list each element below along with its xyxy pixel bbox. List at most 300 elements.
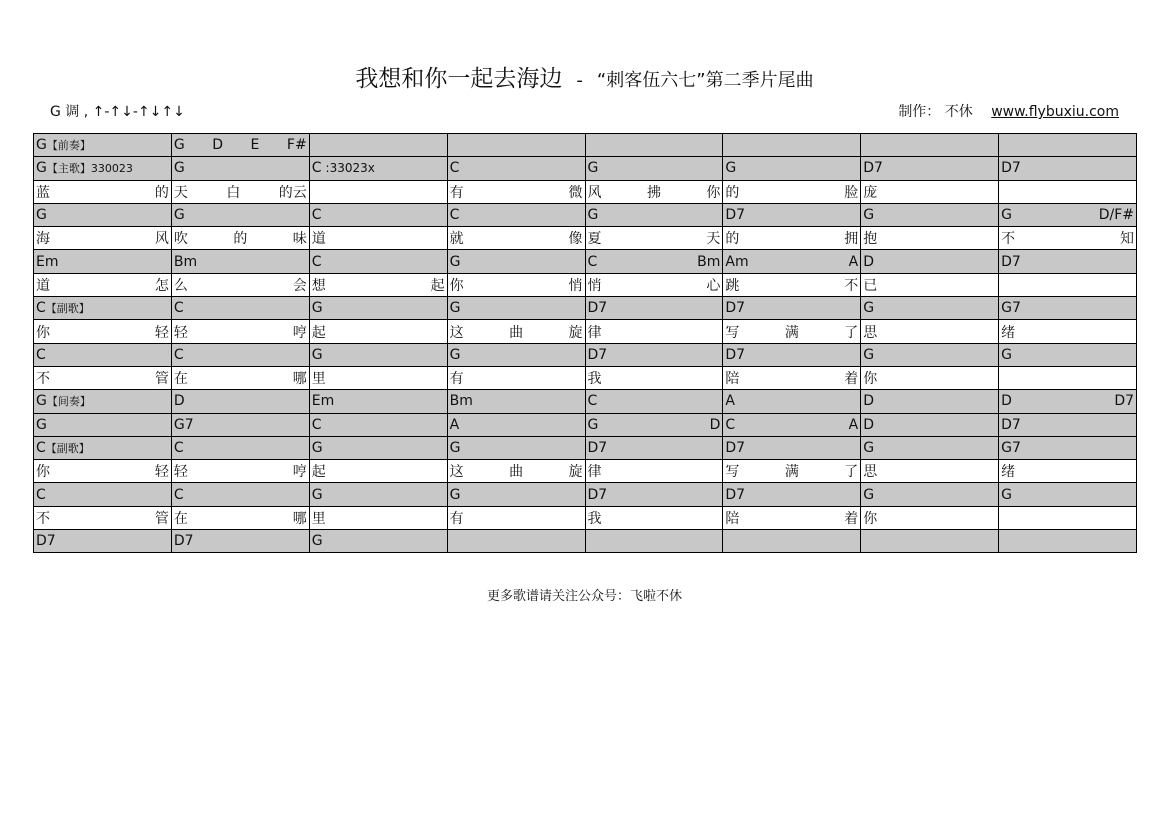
chord-symbol: Bm <box>697 253 721 270</box>
lyric-cell <box>999 273 1137 296</box>
lyric-char: 拥 <box>844 231 859 248</box>
key-strum-pattern: G 调 , ↑-↑↓-↑↓↑↓ <box>50 104 185 120</box>
chord-symbol: G <box>36 137 47 154</box>
chord-cell <box>585 436 723 459</box>
chord-cell <box>34 530 172 553</box>
lyric-char: 悄 <box>568 277 583 294</box>
chord-cell <box>309 157 447 180</box>
chord-cell <box>861 134 999 157</box>
lyric-char: 风 <box>154 231 169 248</box>
chord-cell <box>999 250 1137 273</box>
lyric-cell <box>585 273 723 296</box>
credit <box>898 101 1119 121</box>
chord-symbol: G <box>36 160 47 177</box>
chord-cell <box>447 436 585 459</box>
website-link[interactable]: www.flybuxiu.com <box>991 104 1119 120</box>
chord-row <box>34 436 1137 459</box>
chord-symbol: G <box>311 440 323 456</box>
chord-symbol: C <box>311 416 322 433</box>
chord-cell <box>171 250 309 273</box>
chord-cell <box>861 530 999 553</box>
lyric-cell <box>34 366 172 389</box>
chord-cell <box>309 483 447 506</box>
lyric-char: 你 <box>706 184 721 201</box>
chord-symbol: G <box>36 416 47 433</box>
lyric-char: 不 <box>36 371 50 388</box>
chord-symbol: G <box>311 346 323 363</box>
chord-symbol: G <box>1001 207 1012 224</box>
chord-cell <box>309 390 447 413</box>
chord-symbol: G <box>449 486 461 503</box>
lyric-char: 曲 <box>509 464 524 481</box>
chord-symbol: G7 <box>173 416 194 433</box>
lyric-cell <box>171 460 309 483</box>
lyric-char: 这 <box>449 464 464 481</box>
lyric-char: 像 <box>568 231 583 248</box>
lyric-cell <box>861 460 999 483</box>
lyric-char: 在 <box>173 371 188 388</box>
chord-symbol: G <box>587 207 599 224</box>
chord-cell <box>999 203 1137 226</box>
chord-cell <box>861 390 999 413</box>
lyric-cell <box>34 180 172 203</box>
lyric-row <box>34 460 1137 483</box>
lyric-char: 我 <box>587 510 602 527</box>
lyric-cell <box>999 460 1137 483</box>
chord-symbol: G7 <box>1001 440 1021 456</box>
chord-cell <box>34 250 172 273</box>
lyric-char: 哪 <box>292 510 307 527</box>
lyric-cell <box>723 460 861 483</box>
lyric-char: 么 <box>173 277 188 294</box>
chord-symbol: D <box>863 393 875 410</box>
lyric-cell <box>999 366 1137 389</box>
song-title-main: 我想和你一起去海边 <box>355 66 563 92</box>
chord-symbol: D <box>212 137 224 154</box>
chord-symbol: D7 <box>725 440 746 456</box>
chord-symbol: G <box>173 207 185 224</box>
chord-symbol: G <box>449 300 461 317</box>
chord-cell <box>861 483 999 506</box>
chord-symbol: D7 <box>173 533 194 550</box>
lyric-char: 管 <box>154 510 169 527</box>
lyric-char: 的 <box>233 231 248 248</box>
lyric-char: 有 <box>449 510 464 527</box>
chord-cell <box>861 250 999 273</box>
lyric-cell <box>723 366 861 389</box>
lyric-char: 会 <box>292 277 307 294</box>
chord-cell <box>585 134 723 157</box>
chord-cell <box>585 297 723 320</box>
chord-cell <box>34 203 172 226</box>
chord-symbol: D7 <box>1114 393 1134 410</box>
lyric-char: 知 <box>1120 231 1134 248</box>
lyric-char: 不 <box>1001 231 1016 248</box>
chord-cell <box>34 157 172 180</box>
lyric-char: 夏 <box>587 231 602 248</box>
chord-cell <box>447 297 585 320</box>
lyric-row <box>34 506 1137 529</box>
chord-cell <box>34 413 172 436</box>
lyric-cell <box>309 180 447 203</box>
lyric-cell <box>309 506 447 529</box>
lyric-cell <box>309 366 447 389</box>
lyric-cell <box>171 320 309 343</box>
chord-symbol: D <box>863 416 875 433</box>
chord-symbol: C <box>311 207 322 224</box>
chord-cell <box>171 297 309 320</box>
lyric-cell <box>723 227 861 250</box>
lyric-cell <box>861 366 999 389</box>
chord-cell <box>309 134 447 157</box>
lyric-cell <box>309 227 447 250</box>
lyric-cell <box>999 227 1137 250</box>
chord-symbol: Bm <box>449 393 473 410</box>
lyric-char: 的 <box>154 184 169 201</box>
chord-symbol: D <box>1001 393 1012 410</box>
chord-symbol: D7 <box>725 207 746 224</box>
lyric-char: 脸 <box>844 184 859 201</box>
chord-cell <box>999 134 1137 157</box>
lyric-char: 不 <box>36 510 50 527</box>
lyric-char: 轻 <box>154 464 169 481</box>
lyric-char: 的 <box>725 231 740 248</box>
chord-symbol: G <box>1001 346 1012 363</box>
chord-symbol: G <box>173 137 185 154</box>
lyric-cell <box>34 273 172 296</box>
lyric-char: 起 <box>430 277 445 294</box>
chord-symbol: D/F# <box>1098 207 1134 224</box>
lyric-char: 你 <box>863 510 878 527</box>
lyric-char: 心 <box>706 277 721 294</box>
section-label: 【间奏】 <box>46 395 91 409</box>
lyric-cell <box>861 506 999 529</box>
chord-symbol: G <box>587 160 599 177</box>
chord-cell <box>861 297 999 320</box>
chord-symbol: A <box>848 253 859 270</box>
chord-cell <box>723 530 861 553</box>
chord-cell <box>723 390 861 413</box>
chord-symbol: D7 <box>1001 416 1021 433</box>
lyric-char: 写 <box>725 324 740 341</box>
chord-cell <box>447 413 585 436</box>
chord-cell <box>34 297 172 320</box>
chord-cell <box>861 203 999 226</box>
lyric-cell <box>171 227 309 250</box>
lyric-char: 有 <box>449 371 464 388</box>
lyric-char: 就 <box>449 231 464 248</box>
lyric-char: 了 <box>844 464 859 481</box>
chord-symbol: C <box>587 253 598 270</box>
chord-cell <box>585 203 723 226</box>
lyric-char: 白 <box>226 184 241 201</box>
lyric-cell <box>585 506 723 529</box>
chord-cell <box>999 436 1137 459</box>
chord-cell <box>585 343 723 366</box>
lyric-char: 哼 <box>292 324 307 341</box>
lyric-char: 管 <box>154 371 169 388</box>
lyric-char: 蓝 <box>36 184 50 201</box>
chord-symbol: C <box>449 160 460 177</box>
chord-symbol: G <box>449 440 461 456</box>
lyric-char: 这 <box>449 324 464 341</box>
chord-symbol: D7 <box>587 300 608 317</box>
lyric-char: 轻 <box>173 464 188 481</box>
chord-cell <box>34 390 172 413</box>
lyric-char: 陪 <box>725 510 740 527</box>
lyric-char: 庞 <box>863 184 878 201</box>
lyric-cell <box>34 506 172 529</box>
chord-symbol: G <box>863 346 875 363</box>
lyric-cell <box>999 506 1137 529</box>
lyric-cell <box>171 366 309 389</box>
chord-symbol: D7 <box>725 346 746 363</box>
chord-cell <box>309 413 447 436</box>
chord-cell <box>34 134 172 157</box>
lyric-cell <box>447 320 585 343</box>
lyric-char: 哼 <box>292 464 307 481</box>
lyric-char: 满 <box>784 464 799 481</box>
lyric-char: 旋 <box>568 324 583 341</box>
lyric-char: 拂 <box>646 184 661 201</box>
chord-symbol: G <box>311 533 323 550</box>
lyric-char: 轻 <box>154 324 169 341</box>
chord-cell <box>171 157 309 180</box>
chord-cell <box>34 436 172 459</box>
lyric-char: 哪 <box>292 371 307 388</box>
lyric-cell <box>447 460 585 483</box>
lyric-cell <box>447 506 585 529</box>
chord-cell <box>861 343 999 366</box>
chord-cell <box>585 390 723 413</box>
chord-cell <box>585 530 723 553</box>
section-label: 【副歌】 <box>45 302 90 316</box>
chord-cell <box>723 413 861 436</box>
chord-symbol: D7 <box>587 440 608 456</box>
chord-symbol: G <box>725 160 737 177</box>
lyric-row <box>34 180 1137 203</box>
chord-cell <box>309 436 447 459</box>
chord-cell <box>171 530 309 553</box>
chord-cell <box>861 436 999 459</box>
chord-cell <box>999 530 1137 553</box>
chord-symbol: C <box>587 393 598 410</box>
chord-symbol: G <box>863 440 875 456</box>
chord-cell <box>447 250 585 273</box>
lyric-cell <box>34 227 172 250</box>
chord-symbol: D <box>173 393 185 410</box>
lyric-char: 不 <box>844 277 859 294</box>
lyric-cell <box>723 506 861 529</box>
lyric-cell <box>34 320 172 343</box>
chord-symbol: C <box>173 346 184 363</box>
chord-cell <box>447 343 585 366</box>
chord-symbol: D7 <box>725 486 746 503</box>
lyric-cell <box>309 460 447 483</box>
chord-row <box>34 134 1137 157</box>
chord-row <box>34 343 1137 366</box>
chord-cell <box>723 250 861 273</box>
lyric-char: 我 <box>587 371 602 388</box>
chord-cell <box>309 343 447 366</box>
chord-cell <box>723 483 861 506</box>
chord-symbol: C <box>36 346 46 363</box>
lyric-cell <box>723 320 861 343</box>
song-title <box>0 60 1169 93</box>
chord-symbol: Em <box>311 393 335 410</box>
lyric-char: 律 <box>587 324 602 341</box>
section-label: 【主歌】330023 <box>46 162 133 176</box>
lyric-cell <box>447 273 585 296</box>
chord-cell <box>171 134 309 157</box>
chord-cell <box>171 483 309 506</box>
chord-symbol: C <box>36 486 46 503</box>
chord-cell <box>447 203 585 226</box>
author-label: 制作： 不休 <box>898 104 973 120</box>
lyric-cell <box>585 180 723 203</box>
lyric-cell <box>171 180 309 203</box>
chord-cell <box>447 390 585 413</box>
lyric-char: 你 <box>863 371 878 388</box>
chord-symbol: G <box>863 300 875 317</box>
chord-symbol: D7 <box>587 486 608 503</box>
lyric-char: 海 <box>36 231 50 248</box>
chord-symbol: E <box>250 137 260 154</box>
lyric-cell <box>447 366 585 389</box>
chord-symbol: C <box>173 486 184 503</box>
pattern-note: :33023x <box>325 161 375 176</box>
title-separator: - <box>576 70 583 91</box>
lyric-cell <box>861 273 999 296</box>
lyric-char: 着 <box>844 510 859 527</box>
lyric-cell <box>34 460 172 483</box>
chord-symbol: G <box>311 486 323 503</box>
chord-cell <box>34 343 172 366</box>
chord-row <box>34 530 1137 553</box>
lyric-char: 轻 <box>173 324 188 341</box>
lyric-cell <box>309 273 447 296</box>
chord-symbol: G <box>173 160 185 177</box>
lyric-char: 风 <box>587 184 602 201</box>
chord-symbol: D <box>863 253 875 270</box>
lyric-char: 起 <box>311 464 326 481</box>
lyric-char: 起 <box>311 324 326 341</box>
chord-cell <box>723 436 861 459</box>
lyric-cell <box>723 273 861 296</box>
chord-symbol: D7 <box>725 300 746 317</box>
lyric-cell <box>861 320 999 343</box>
chord-symbol: C <box>36 440 46 456</box>
chord-cell <box>309 530 447 553</box>
chord-cell <box>171 203 309 226</box>
lyric-char: 你 <box>449 277 464 294</box>
chord-cell <box>585 157 723 180</box>
chord-cell <box>171 413 309 436</box>
lyric-char: 的云 <box>278 184 307 201</box>
chord-row <box>34 203 1137 226</box>
lyric-row <box>34 227 1137 250</box>
chord-symbol: C <box>311 253 322 270</box>
lyric-cell <box>171 273 309 296</box>
lyric-cell <box>585 366 723 389</box>
chord-symbol: D7 <box>1001 253 1021 270</box>
lyric-char: 已 <box>863 277 878 294</box>
chord-symbol: D7 <box>36 533 56 550</box>
chord-cell <box>585 250 723 273</box>
chord-row <box>34 250 1137 273</box>
chord-row <box>34 390 1137 413</box>
chord-symbol: C <box>173 440 184 456</box>
lyric-cell <box>999 320 1137 343</box>
lyric-char: 思 <box>863 324 878 341</box>
chord-symbol: G <box>36 393 47 410</box>
lyric-row <box>34 320 1137 343</box>
chord-sheet-table <box>33 133 1137 553</box>
chord-symbol: G <box>1001 486 1012 503</box>
lyric-char: 的 <box>725 184 740 201</box>
chord-symbol: G <box>863 486 875 503</box>
chord-cell <box>447 157 585 180</box>
lyric-char: 天 <box>706 231 721 248</box>
chord-symbol: C <box>449 207 460 224</box>
section-label: 【副歌】 <box>45 442 90 455</box>
chord-cell <box>171 343 309 366</box>
chord-cell <box>447 530 585 553</box>
chord-symbol: A <box>449 416 460 433</box>
chord-cell <box>999 483 1137 506</box>
chord-cell <box>447 134 585 157</box>
lyric-char: 里 <box>311 510 326 527</box>
lyric-char: 天 <box>173 184 188 201</box>
lyric-row <box>34 366 1137 389</box>
chord-cell <box>309 203 447 226</box>
lyric-char: 道 <box>36 277 50 294</box>
lyric-char: 了 <box>844 324 859 341</box>
chord-cell <box>171 436 309 459</box>
lyric-char: 思 <box>863 464 878 481</box>
lyric-char: 怎 <box>154 277 169 294</box>
lyric-char: 抱 <box>863 231 878 248</box>
chord-cell <box>723 203 861 226</box>
chord-cell <box>585 413 723 436</box>
lyric-cell <box>585 460 723 483</box>
chord-symbol: G <box>36 207 47 224</box>
lyric-char: 味 <box>292 231 307 248</box>
lyric-char: 吹 <box>173 231 188 248</box>
chord-symbol: D7 <box>587 346 608 363</box>
chord-cell <box>34 483 172 506</box>
chord-cell <box>309 250 447 273</box>
lyric-cell <box>861 227 999 250</box>
chord-row <box>34 483 1137 506</box>
chord-symbol: Bm <box>173 253 198 270</box>
lyric-char: 里 <box>311 371 326 388</box>
footer-note: 更多歌谱请关注公众号：飞啦不休 <box>486 589 682 604</box>
lyric-char: 曲 <box>509 324 524 341</box>
chord-cell <box>171 390 309 413</box>
lyric-cell <box>309 320 447 343</box>
lyric-char: 绪 <box>1001 324 1016 341</box>
lyric-cell <box>171 506 309 529</box>
chord-cell <box>999 297 1137 320</box>
chord-cell <box>999 390 1137 413</box>
lyric-cell <box>447 180 585 203</box>
chord-symbol: D <box>709 416 721 433</box>
lyric-char: 旋 <box>568 464 583 481</box>
chord-cell <box>723 134 861 157</box>
chord-symbol: G <box>449 253 461 270</box>
chord-cell <box>861 413 999 436</box>
